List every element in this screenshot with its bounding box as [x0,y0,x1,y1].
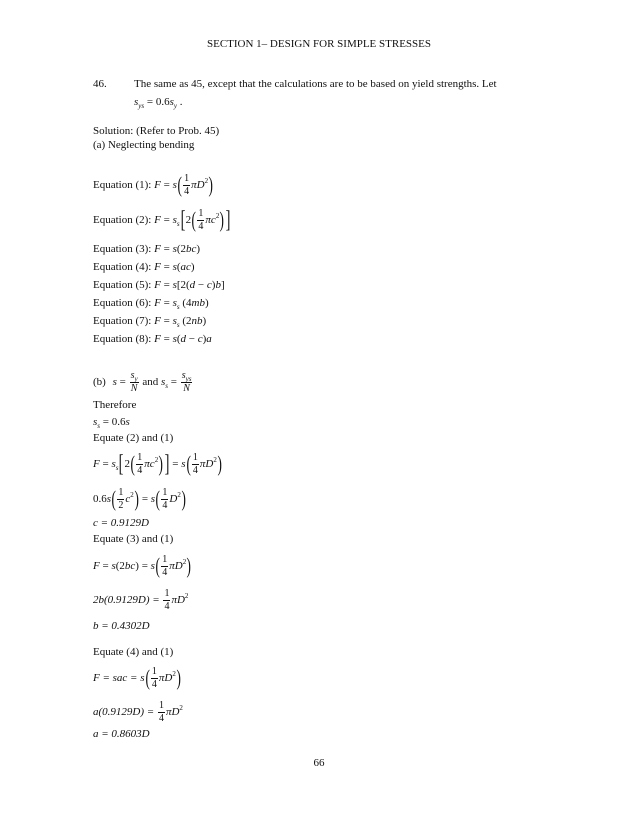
equation-1: Equation (1): F = s( $\frac{1}{4}$ $\pi D^2$) [93,172,214,198]
therefore-text: Therefore [93,399,137,411]
equate-2-1-equation: $F = s_s[2$( $\frac{1}{4}$ $\pi c^2)] = s$( $\frac{1}{4}$ $\pi D^2$) [93,451,222,478]
equation-4-label: Equation (4): [93,261,152,273]
equation-4: Equation (4): F = s(ac) [93,261,195,273]
equate-4-1-step: a(0.9129D) = $\frac{1}{4}$ $\pi D^2$ [93,699,183,724]
equation-2: Equation (2): $F = s_s[2$( $\frac{1}{4}$ $\pi c^2$)] [93,207,231,234]
equation-1-label: Equation (1): [93,179,152,191]
equation-7: Equation (7): $F = s_s$ (2nb) [93,315,207,329]
equation-6-label: Equation (6): [93,297,152,309]
b-step-lhs: 2b(0.9129D) = [93,594,160,606]
problem-text: The same as 45, except that the calculations are to be based on yield strengths. Let [134,78,497,90]
equation-5: Equation (5): F = s[2(d − c)b] [93,279,225,291]
equation-7-label: Equation (7): [93,315,152,327]
result-a: a = 0.8603D [93,728,150,740]
equate-3-1-equation: F = s(2bc) = s( $\frac{1}{4}$ $\pi D^2$) [93,553,192,579]
equate-2-1-heading: Equate (2) and (1) [93,432,174,444]
a-eq-lhs: F = sac = s [93,672,145,684]
part-a-heading: (a) Neglecting bending [93,139,195,151]
and-word: and [142,376,159,388]
a-step-lhs: a(0.9129D) = [93,706,155,718]
equate-2-1-step: 0.6s( $\frac{1}{2}$ $c^2) = s$( $\frac{1}{4}$ $D^2$) [93,486,186,512]
equate-4-1-heading: Equate (4) and (1) [93,646,174,658]
page-header: SECTION 1– DESIGN FOR SIMPLE STRESSES [206,38,431,50]
problem-number: 46. [93,78,107,90]
equate-3-1-step: 2b(0.9129D) = $\frac{1}{4}$ $\pi D^2$ [93,587,189,612]
equation-5-label: Equation (5): [93,279,152,291]
equation-2-label: Equation (2): [93,214,152,226]
equate-4-1-equation: F = sac = s( $\frac{1}{4}$ $\pi D^2$) [93,665,181,691]
part-b-label: (b) [93,376,106,388]
result-c: c = 0.9129D [93,517,149,529]
equation-6: Equation (6): $F = s_s$ (4mb) [93,297,209,311]
problem-let: $s_{ys} = 0.6s_y$ . [134,96,183,110]
page-number: 66 [313,757,325,769]
solution-heading: Solution: (Refer to Prob. 45) [93,125,220,137]
equation-8-label: Equation (8): [93,333,152,345]
equate-3-1-heading: Equate (3) and (1) [93,533,174,545]
equation-8: Equation (8): F = s(d − c)a [93,333,212,345]
result-b: b = 0.4302D [93,620,150,632]
ss-relation: $s_s = 0.6s$ [93,416,130,430]
equation-3: Equation (3): F = s(2bc) [93,243,201,255]
part-b-equation: (b) s = $\frac{s_y}{N}$ and $s_s$ = $\frac{s_{ys}}{N}$ [93,369,192,394]
equation-3-label: Equation (3): [93,243,152,255]
